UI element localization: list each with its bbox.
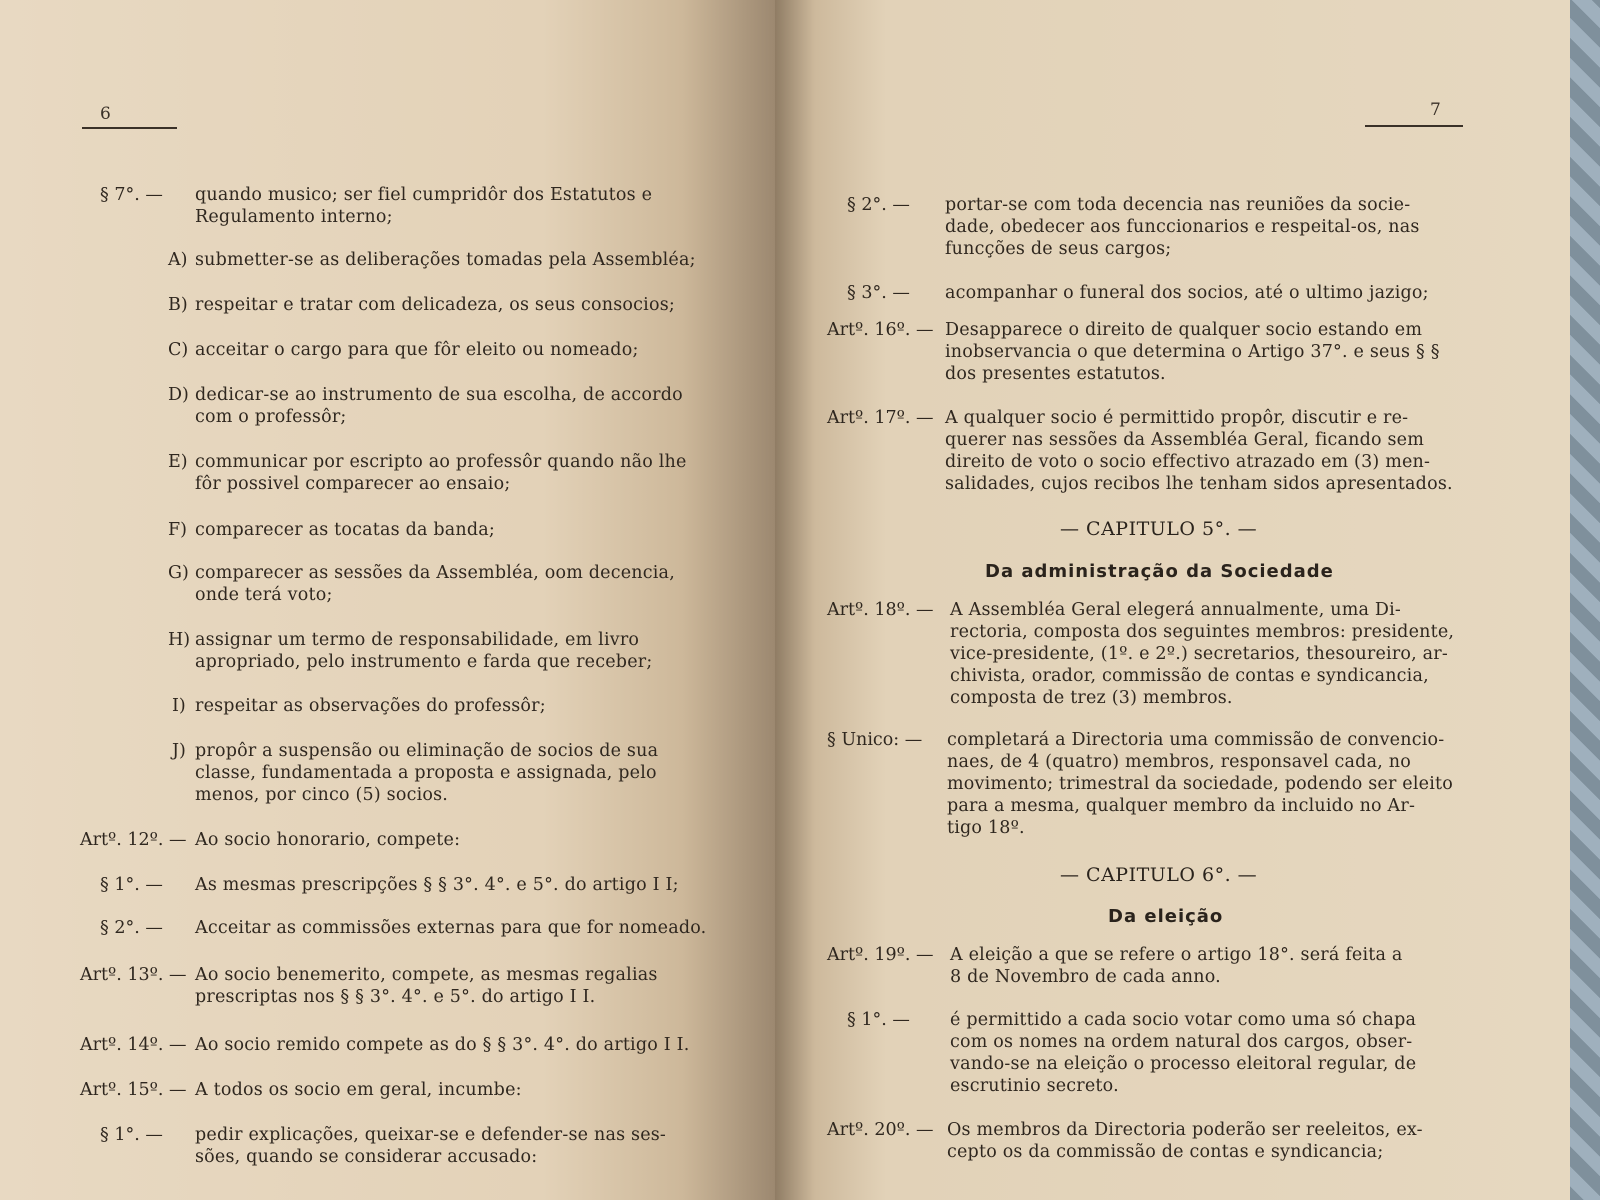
clause-label: Artº. 14º. — [80, 1035, 187, 1055]
clause-text-line: tigo 18º. [947, 818, 1025, 838]
chapter-title: — CAPITULO 5°. — [1060, 518, 1258, 540]
clause-text-line: dedicar-se ao instrumento de sua escolha, de accordo [195, 385, 683, 405]
clause-text-line: prescriptas nos § § 3°. 4°. e 5°. do artigo I I. [195, 987, 596, 1007]
clause-text-line: escrutinio secreto. [950, 1076, 1119, 1096]
clause-text-line: portar-se com toda decencia nas reuniões da socie- [945, 195, 1411, 215]
clause-text-line: 8 de Novembro de cada anno. [950, 967, 1221, 987]
clause-label: C) [168, 340, 189, 360]
left-page [0, 0, 775, 1200]
clause-label: H) [168, 630, 191, 650]
clause-text-line: Regulamento interno; [195, 207, 393, 227]
clause-text-line: communicar por escripto ao professôr quando não lhe [195, 452, 687, 472]
clause-label: B) [168, 295, 188, 315]
clause-text-line: Ao socio honorario, compete: [195, 830, 461, 850]
clause-text-line: respeitar as observações do professôr; [195, 696, 546, 716]
clause-text-line: menos, por cinco (5) socios. [195, 785, 449, 805]
clause-label: Artº. 16º. — [827, 320, 934, 340]
clause-text-line: pedir explicações, queixar-se e defender-se nas ses- [195, 1125, 667, 1145]
clause-text-line: quando musico; ser fiel cumpridôr dos Estatutos e [195, 185, 653, 205]
clause-label: § 2°. — [847, 195, 910, 215]
clause-text-line: comparecer as tocatas da banda; [195, 520, 495, 540]
clause-text-line: Os membros da Directoria poderão ser reeleitos, ex- [947, 1120, 1423, 1140]
clause-label: § 1°. — [100, 875, 163, 895]
chapter-subtitle: Da administração da Sociedade [985, 561, 1334, 582]
clause-text-line: A Assembléa Geral elegerá annualmente, uma Di- [950, 600, 1402, 620]
clause-text-line: Ao socio remido compete as do § § 3°. 4°. do artigo I I. [195, 1035, 690, 1055]
clause-text-line: com os nomes na ordem natural dos cargos, obser- [950, 1032, 1413, 1052]
clause-text-line: sões, quando se considerar accusado: [195, 1147, 538, 1167]
clause-text-line: A eleição a que se refere o artigo 18°. será feita a [950, 945, 1403, 965]
clause-text-line: Desapparece o direito de qualquer socio estando em [945, 320, 1423, 340]
clause-label: E) [168, 452, 188, 472]
clause-label: I) [172, 696, 186, 716]
clause-label: A) [168, 250, 188, 270]
clause-label: G) [168, 563, 189, 583]
clause-text-line: comparecer as sessões da Assembléa, oom decencia, [195, 563, 675, 583]
clause-text-line: naes, de 4 (quatro) membros, responsavel cada, no [947, 752, 1411, 772]
clause-text-line: assignar um termo de responsabilidade, em livro [195, 630, 640, 650]
page-number: 7 [1430, 100, 1441, 120]
clause-text-line: A qualquer socio é permittido propôr, discutir e re- [945, 408, 1409, 428]
clause-text-line: onde terá voto; [195, 585, 333, 605]
clause-text-line: classe, fundamentada a proposta e assignada, pelo [195, 763, 657, 783]
clause-label: § 7°. — [100, 185, 163, 205]
clause-text-line: As mesmas prescripções § § 3°. 4°. e 5°. do artigo I I; [195, 875, 679, 895]
chapter-title: — CAPITULO 6°. — [1060, 864, 1258, 886]
clause-text-line: com o professôr; [195, 407, 347, 427]
clause-text-line: A todos os socio em geral, incumbe: [195, 1080, 522, 1100]
clause-text-line: apropriado, pelo instrumento e farda que receber; [195, 652, 653, 672]
clause-text-line: para a mesma, qualquer membro da incluido no Ar- [947, 796, 1416, 816]
clause-label: § Unico: — [827, 730, 923, 750]
clause-text-line: inobservancia o que determina o Artigo 37°. e seus § § [945, 342, 1440, 362]
clause-text-line: querer nas sessões da Assembléa Geral, ficando sem [945, 430, 1425, 450]
clause-label: § 1°. — [847, 1010, 910, 1030]
clause-label: Artº. 12º. — [80, 830, 187, 850]
clause-label: § 1°. — [100, 1125, 163, 1145]
clause-label: F) [168, 520, 187, 540]
clause-text-line: completará a Directoria uma commissão de convencio- [947, 730, 1445, 750]
clause-label: Artº. 13º. — [80, 965, 187, 985]
clause-text-line: Acceitar as commissões externas para que for nomeado. [195, 918, 707, 938]
right-page [775, 0, 1570, 1200]
clause-text-line: acompanhar o funeral dos socios, até o ultimo jazigo; [945, 283, 1429, 303]
clause-text-line: movimento; trimestral da sociedade, podendo ser eleito [947, 774, 1453, 794]
clause-text-line: chivista, orador, commissão de contas e syndicancia, [950, 666, 1429, 686]
page-number: 6 [100, 104, 111, 124]
clause-label: Artº. 19º. — [827, 945, 934, 965]
clause-label: § 2°. — [100, 918, 163, 938]
clause-text-line: é permittido a cada socio votar como uma só chapa [950, 1010, 1417, 1030]
header-rule [82, 127, 177, 129]
clause-text-line: dos presentes estatutos. [945, 364, 1166, 384]
clause-text-line: vice-presidente, (1º. e 2º.) secretarios, thesoureiro, ar- [950, 644, 1448, 664]
clause-text-line: dade, obedecer aos funccionarios e respeital-os, nas [945, 217, 1420, 237]
clause-text-line: cepto os da commissão de contas e syndicancia; [947, 1142, 1384, 1162]
clause-label: Artº. 15º. — [80, 1080, 187, 1100]
clause-text-line: funcções de seus cargos; [945, 239, 1172, 259]
clause-text-line: salidades, cujos recibos lhe tenham sidos apresentados. [945, 474, 1453, 494]
clause-text-line: Ao socio benemerito, compete, as mesmas regalias [195, 965, 658, 985]
clause-text-line: fôr possivel comparecer ao ensaio; [195, 474, 511, 494]
clause-text-line: rectoria, composta dos seguintes membros: presidente, [950, 622, 1455, 642]
clause-label: Artº. 17º. — [827, 408, 934, 428]
clause-text-line: composta de trez (3) membros. [950, 688, 1233, 708]
clause-text-line: acceitar o cargo para que fôr eleito ou nomeado; [195, 340, 639, 360]
clause-label: Artº. 18º. — [827, 600, 934, 620]
chapter-subtitle: Da eleição [1108, 906, 1224, 927]
clause-text-line: respeitar e tratar com delicadeza, os seus consocios; [195, 295, 675, 315]
clause-label: J) [172, 741, 186, 761]
clause-text-line: vando-se na eleição o processo eleitoral regular, de [950, 1054, 1417, 1074]
clause-text-line: direito de voto o socio effectivo atrazado em (3) men- [945, 452, 1431, 472]
clause-text-line: submetter-se as deliberações tomadas pela Assembléa; [195, 250, 696, 270]
clause-label: Artº. 20º. — [827, 1120, 934, 1140]
clause-label: D) [168, 385, 189, 405]
clause-label: § 3°. — [847, 283, 910, 303]
clause-text-line: propôr a suspensão ou eliminação de socios de sua [195, 741, 659, 761]
header-rule [1365, 125, 1463, 127]
